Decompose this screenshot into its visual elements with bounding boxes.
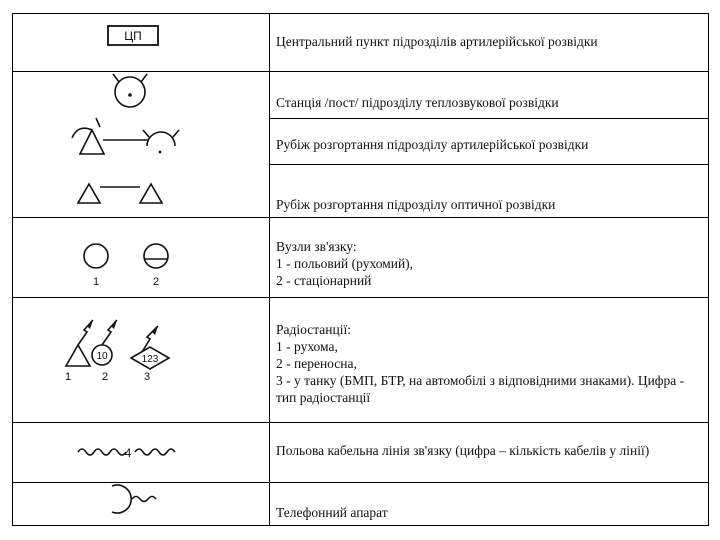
node-label-1: 1 [92,276,100,288]
description-optical-line: Рубіж розгортання підрозділу оптичної розвідки [276,197,556,212]
radio-label-2: 2 [102,371,109,383]
sound-station-symbol [113,74,147,107]
description-sound-station: Станція /пост/ підрозділу теплозвукової розвідки [276,95,559,110]
radio-stations-symbol [65,320,169,383]
description-cable-line: Польова кабельна лінія зв'язку (цифра – кількість кабелів у лінії) [276,443,650,458]
central-post-label: ЦП [124,29,142,43]
description-telephone: Телефонний апарат [276,505,388,520]
node-label-2: 2 [152,276,160,288]
description-comm-nodes: Вузли зв'язку: 1 - польовий (рухомий), 2 - стаціонарний [276,239,414,288]
radio-label-123: 123 [141,354,159,365]
radio-label-3: 3 [143,371,151,383]
artillery-line-symbol [72,118,179,154]
cable-count-label: 4 [124,446,132,460]
cable-line-symbol [78,446,175,460]
description-artillery-line: Рубіж розгортання підрозділу артилерійської розвідки [276,137,589,152]
description-radio-stations: Радіостанції: 1 - рухома, 2 - переносна, 3 - у танку (БМП, БТР, на автомобілі з відповідними знаками). Цифра - тип радіостанції [276,322,685,405]
optical-line-symbol [78,184,162,203]
comm-nodes-symbol [84,244,168,288]
telephone-symbol [112,485,156,513]
description-central-post: Центральний пункт підрозділів артилерійської розвідки [276,34,598,49]
radio-label-1: 1 [65,371,72,383]
central-post-symbol [108,26,158,45]
radio-label-10: 10 [96,351,108,362]
